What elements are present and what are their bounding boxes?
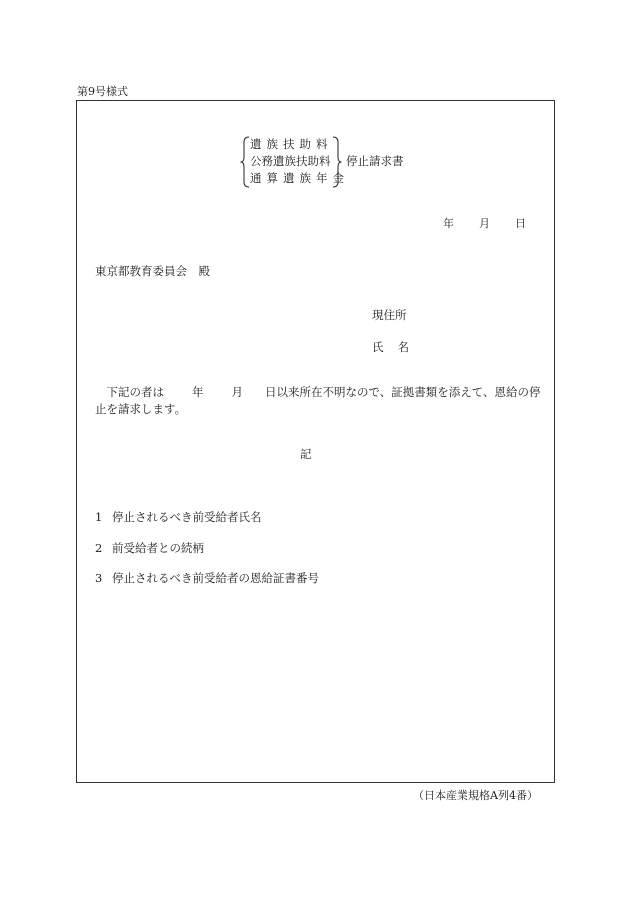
ki-heading: 記: [300, 447, 312, 461]
address-label: 現住所: [372, 308, 407, 322]
paper-size-note: （日本産業規格A列4番）: [413, 789, 538, 802]
left-brace: [240, 136, 250, 188]
form-number: 第9号様式: [77, 85, 128, 98]
title-line-3: 通算遺族年金: [250, 171, 349, 185]
item-number: 1: [95, 510, 103, 524]
statement-year: 年: [192, 385, 204, 399]
right-brace: [332, 136, 342, 188]
title-line-2: 公務遺族扶助料: [250, 154, 331, 168]
request-statement: [95, 384, 552, 418]
statement-part2: 日以来所在不明なので、証拠書類を添えて、恩給の停: [265, 385, 541, 399]
list-item: [95, 570, 319, 586]
name-label-2: 名: [397, 340, 409, 354]
item-text: 停止されるべき前受給者の恩給証書番号: [112, 571, 319, 585]
date-year: 年: [443, 217, 454, 230]
list-item: [95, 509, 262, 525]
name-label-1: 氏: [372, 340, 384, 354]
item-number: 2: [95, 541, 103, 555]
statement-line2: 止を請求します。: [95, 402, 187, 416]
item-number: 3: [95, 571, 103, 585]
name-label: [372, 339, 409, 355]
addressee: 東京都教育委員会 殿: [95, 264, 210, 278]
item-text: 停止されるべき前受給者氏名: [112, 510, 262, 524]
statement-month: 月: [231, 385, 243, 399]
list-item: [95, 540, 204, 556]
date-day: 日: [515, 217, 526, 230]
form-frame: [76, 100, 555, 783]
title-suffix: 停止請求書: [346, 154, 404, 168]
item-text: 前受給者との続柄: [112, 541, 204, 555]
title-line-1: 遺族扶助料: [250, 137, 333, 151]
statement-part1: 下記の者は: [106, 385, 164, 399]
date-month: 月: [479, 217, 490, 230]
